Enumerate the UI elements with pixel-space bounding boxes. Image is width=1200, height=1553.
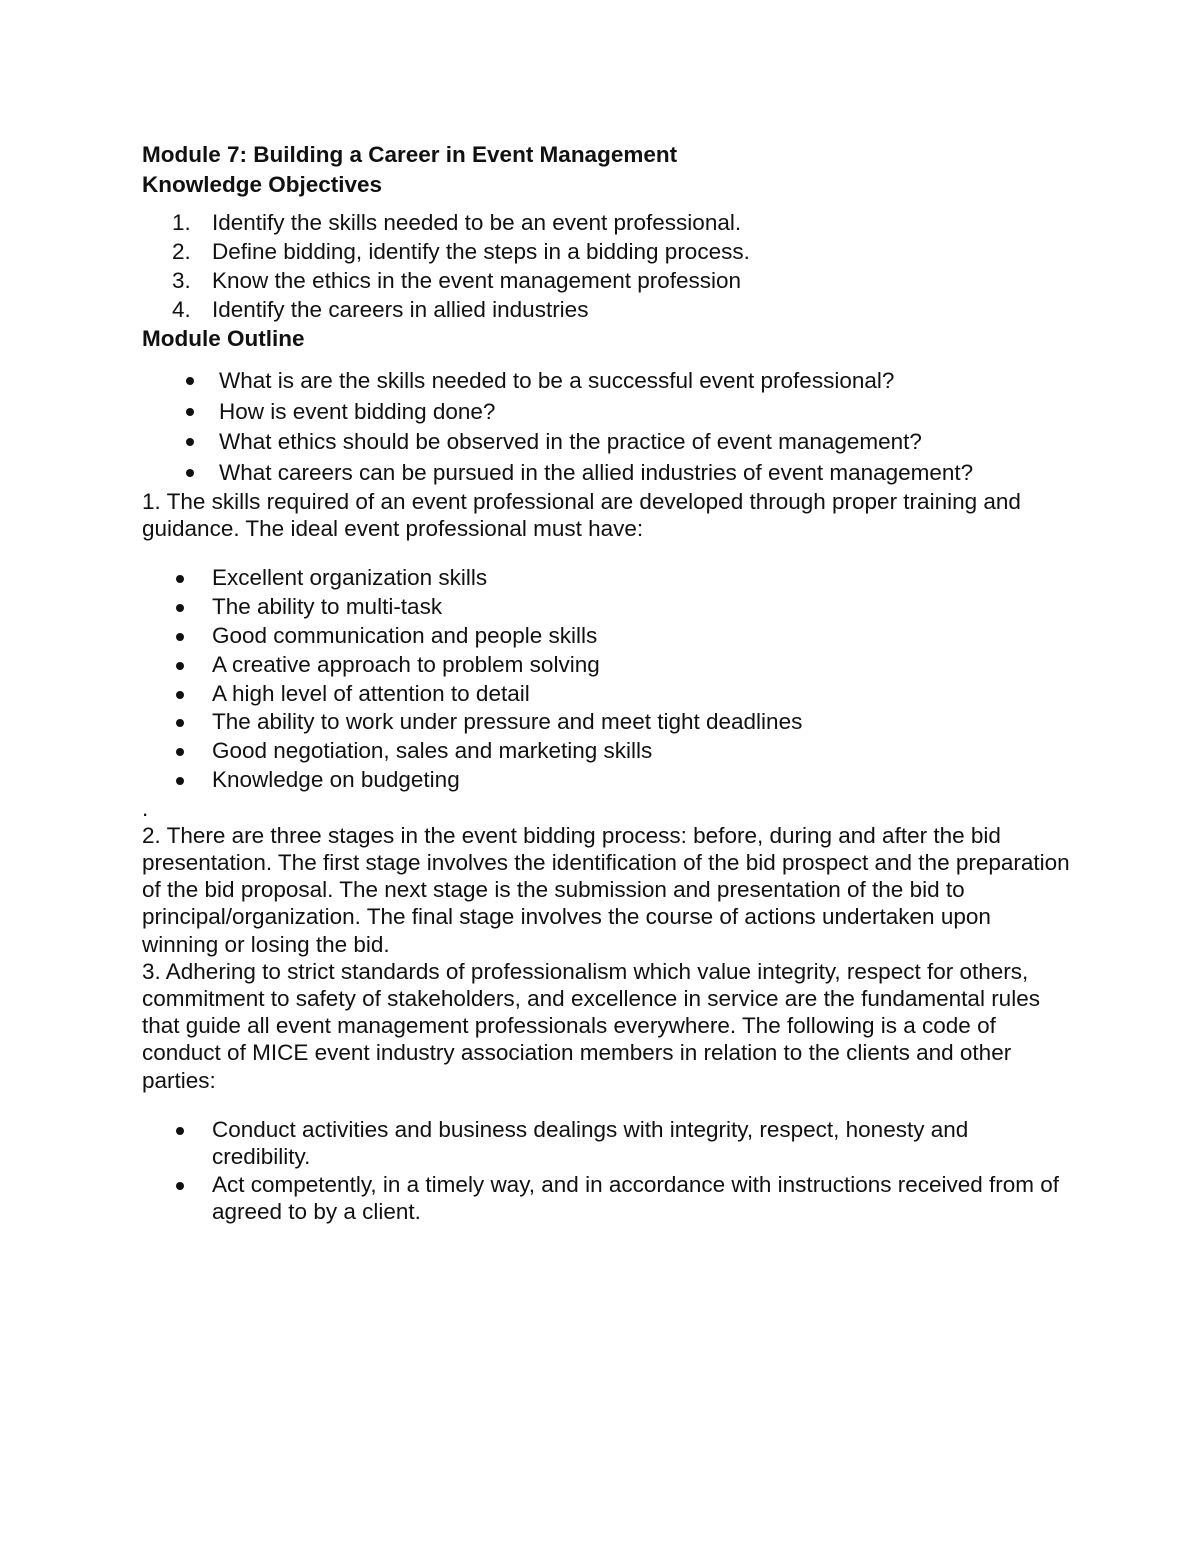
objective-item bbox=[142, 295, 1072, 324]
objective-item bbox=[142, 237, 1072, 266]
objective-text: Know the ethics in the event management profession bbox=[212, 268, 742, 293]
skill-item: Good communication and people skills bbox=[142, 622, 1072, 651]
skill-item: Good negotiation, sales and marketing skills bbox=[142, 737, 1072, 766]
bidding-paragraph: 2. There are three stages in the event bidding process: before, during and after the bid presentation. The first stage involves the identification of the bid prospect and the preparation of the bid proposal. The next stage is the submission and presentation of the bid to principal/organization. The final stage involves the course of actions undertaken upon winning or losing the bid. bbox=[142, 822, 1070, 957]
skill-item: A high level of attention to detail bbox=[142, 680, 1072, 709]
outline-item: What is are the skills needed to be a successful event professional? bbox=[142, 366, 1072, 397]
objective-number: 1. bbox=[172, 210, 191, 235]
skill-item: The ability to work under pressure and meet tight deadlines bbox=[142, 708, 1072, 737]
skills-paragraph: 1. The skills required of an event professional are developed through proper training and guidance. The ideal event professional must have: bbox=[142, 489, 1021, 542]
objective-number: 3. bbox=[172, 268, 191, 293]
outline-item: What ethics should be observed in the practice of event management? bbox=[142, 427, 1072, 458]
conduct-item: Act competently, in a timely way, and in accordance with instructions received from of agreed to by a client. bbox=[142, 1171, 1072, 1226]
conduct-item: Conduct activities and business dealings with integrity, respect, honesty and credibility. bbox=[142, 1116, 1072, 1171]
outline-list bbox=[142, 366, 1072, 488]
outline-item: How is event bidding done? bbox=[142, 397, 1072, 428]
objectives-list bbox=[142, 208, 1072, 324]
objective-number: 2. bbox=[172, 239, 191, 264]
skills-list bbox=[142, 564, 1072, 794]
skill-item: Excellent organization skills bbox=[142, 564, 1072, 593]
objective-item bbox=[142, 266, 1072, 295]
conduct-list bbox=[142, 1116, 1072, 1226]
objective-number: 4. bbox=[172, 297, 191, 322]
objectives-heading: Knowledge Objectives bbox=[142, 172, 383, 197]
document-content bbox=[142, 140, 1072, 1226]
skill-item: A creative approach to problem solving bbox=[142, 651, 1072, 680]
ethics-paragraph: 3. Adhering to strict standards of professionalism which value integrity, respect for others, commitment to safety of stakeholders, and excellence in service are the fundamental rules that guide all event management professionals everywhere. The following is a code of conduct of MICE event industry association members in relation to the clients and other parties: bbox=[142, 958, 1040, 1093]
outline-heading: Module Outline bbox=[142, 326, 305, 351]
outline-item: What careers can be pursued in the allied industries of event management? bbox=[142, 458, 1072, 489]
objective-item bbox=[142, 208, 1072, 237]
objective-text: Identify the skills needed to be an event professional. bbox=[212, 210, 742, 235]
skill-item: Knowledge on budgeting bbox=[142, 766, 1072, 795]
trailing-period: . bbox=[142, 795, 149, 821]
objective-text: Define bidding, identify the steps in a bidding process. bbox=[212, 239, 750, 264]
objective-text: Identify the careers in allied industries bbox=[212, 297, 589, 322]
module-title: Module 7: Building a Career in Event Management bbox=[142, 142, 678, 167]
skill-item: The ability to multi-task bbox=[142, 593, 1072, 622]
